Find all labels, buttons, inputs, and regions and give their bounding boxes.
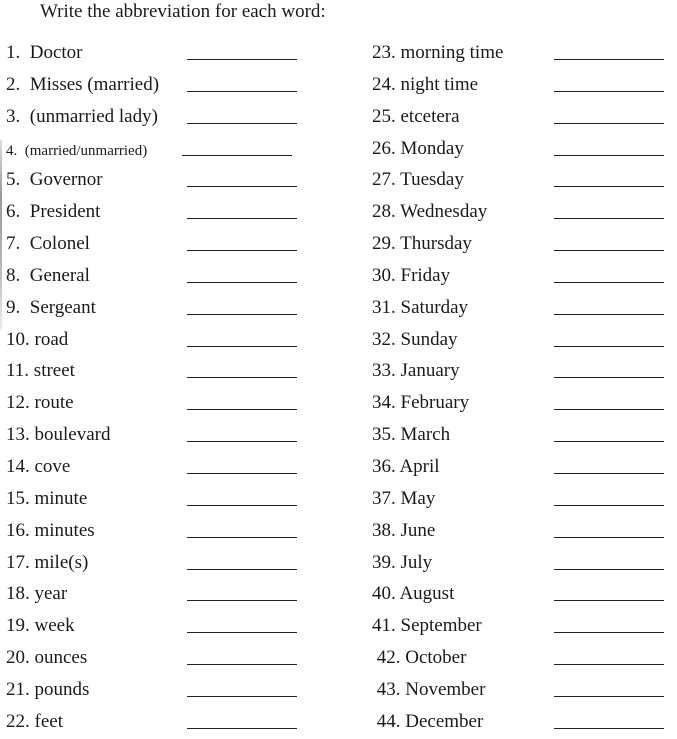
answer-blank-line[interactable] xyxy=(554,441,664,442)
right-item-row xyxy=(372,548,672,580)
item-label: 22. feet xyxy=(6,710,63,732)
right-item-row xyxy=(372,452,672,484)
answer-blank-line[interactable] xyxy=(554,632,664,633)
answer-blank-line[interactable] xyxy=(187,632,297,633)
right-item-row xyxy=(372,356,672,388)
left-item-row xyxy=(6,388,306,420)
item-label: 43. November xyxy=(372,678,486,700)
left-item-row xyxy=(6,325,306,357)
left-item-row xyxy=(6,548,306,580)
answer-blank-line[interactable] xyxy=(187,600,297,601)
left-item-row xyxy=(6,579,306,611)
scan-margin-mark xyxy=(0,140,2,330)
right-item-row xyxy=(372,102,672,134)
answer-blank-line[interactable] xyxy=(554,409,664,410)
right-item-row xyxy=(372,707,672,739)
item-label: 19. week xyxy=(6,615,75,637)
answer-blank-line[interactable] xyxy=(187,314,297,315)
answer-blank-line[interactable] xyxy=(554,537,664,538)
answer-blank-line[interactable] xyxy=(554,346,664,347)
item-label: 5. Governor xyxy=(6,169,103,191)
item-label: 38. June xyxy=(372,519,436,541)
answer-blank-line[interactable] xyxy=(554,377,664,378)
item-label: 14. cove xyxy=(6,455,71,477)
answer-blank-line[interactable] xyxy=(182,155,292,156)
item-label: 37. May xyxy=(372,487,436,509)
right-item-row xyxy=(372,388,672,420)
item-label: 20. ounces xyxy=(6,647,88,669)
left-item-row xyxy=(6,229,306,261)
item-label: 9. Sergeant xyxy=(6,296,96,318)
answer-blank-line[interactable] xyxy=(554,91,664,92)
answer-blank-line[interactable] xyxy=(554,728,664,729)
answer-blank-line[interactable] xyxy=(187,250,297,251)
answer-blank-line[interactable] xyxy=(554,505,664,506)
answer-blank-line[interactable] xyxy=(554,314,664,315)
item-label: 18. year xyxy=(6,583,68,605)
item-label: 1. Doctor xyxy=(6,42,83,63)
answer-blank-line[interactable] xyxy=(187,505,297,506)
left-item-row xyxy=(6,293,306,325)
item-label: 27. Tuesday xyxy=(372,169,464,191)
left-item-row xyxy=(6,102,306,134)
answer-blank-line[interactable] xyxy=(187,282,297,283)
answer-blank-line[interactable] xyxy=(554,282,664,283)
answer-blank-line[interactable] xyxy=(554,696,664,697)
item-label: 11. street xyxy=(6,360,75,382)
item-label: 21. pounds xyxy=(6,678,90,700)
item-label: 44. December xyxy=(372,710,484,732)
left-item-row xyxy=(6,643,306,675)
left-item-row xyxy=(6,134,306,166)
right-item-row xyxy=(372,579,672,611)
right-item-row xyxy=(372,611,672,643)
answer-blank-line[interactable] xyxy=(554,250,664,251)
answer-blank-line[interactable] xyxy=(187,441,297,442)
left-item-row xyxy=(6,165,306,197)
worksheet-title: Write the abbreviation for each word: xyxy=(40,1,326,22)
right-item-row xyxy=(372,261,672,293)
item-label: 3. (unmarried lady) xyxy=(6,105,158,127)
item-label: 30. Friday xyxy=(372,264,451,286)
item-label: 33. January xyxy=(372,360,460,382)
item-label: 36. April xyxy=(372,455,440,477)
item-label: 24. night time xyxy=(372,73,479,95)
item-label: 29. Thursday xyxy=(372,233,472,255)
item-label: 41. September xyxy=(372,615,482,637)
answer-blank-line[interactable] xyxy=(554,600,664,601)
left-item-row xyxy=(6,70,306,102)
answer-blank-line[interactable] xyxy=(187,377,297,378)
item-label: 16. minutes xyxy=(6,519,95,541)
answer-blank-line[interactable] xyxy=(554,473,664,474)
right-item-row xyxy=(372,420,672,452)
answer-blank-line[interactable] xyxy=(187,346,297,347)
left-item-row xyxy=(6,356,306,388)
item-label: 34. February xyxy=(372,392,470,414)
answer-blank-line[interactable] xyxy=(187,91,297,92)
answer-blank-line[interactable] xyxy=(554,218,664,219)
answer-blank-line[interactable] xyxy=(187,728,297,729)
right-item-row xyxy=(372,484,672,516)
right-item-row xyxy=(372,325,672,357)
item-label: 42. October xyxy=(372,647,467,669)
item-label: 10. road xyxy=(6,328,69,350)
right-item-row xyxy=(372,38,672,70)
left-item-row xyxy=(6,611,306,643)
item-label: 35. March xyxy=(372,424,451,446)
right-item-row xyxy=(372,197,672,229)
answer-blank-line[interactable] xyxy=(187,123,297,124)
right-item-row xyxy=(372,293,672,325)
answer-blank-line[interactable] xyxy=(187,59,297,60)
answer-blank-line[interactable] xyxy=(187,696,297,697)
answer-blank-line[interactable] xyxy=(554,186,664,187)
answer-blank-line[interactable] xyxy=(187,218,297,219)
item-label: 32. Sunday xyxy=(372,328,458,350)
item-label: 28. Wednesday xyxy=(372,201,488,223)
answer-blank-line[interactable] xyxy=(187,409,297,410)
left-item-row xyxy=(6,484,306,516)
right-item-row xyxy=(372,675,672,707)
right-column xyxy=(372,38,672,739)
answer-blank-line[interactable] xyxy=(187,569,297,570)
right-item-row xyxy=(372,643,672,675)
item-label: 13. boulevard xyxy=(6,424,111,446)
left-item-row xyxy=(6,516,306,548)
right-item-row xyxy=(372,516,672,548)
right-item-row xyxy=(372,70,672,102)
answer-blank-line[interactable] xyxy=(187,186,297,187)
answer-blank-line[interactable] xyxy=(554,569,664,570)
item-label: 8. General xyxy=(6,264,90,286)
item-label: 6. President xyxy=(6,201,101,223)
item-label: 26. Monday xyxy=(372,137,464,159)
item-label: 12. route xyxy=(6,392,74,414)
left-item-row xyxy=(6,675,306,707)
left-item-row xyxy=(6,420,306,452)
left-item-row xyxy=(6,452,306,484)
answer-blank-line[interactable] xyxy=(554,664,664,665)
right-item-row xyxy=(372,165,672,197)
left-column xyxy=(6,38,306,739)
right-item-row xyxy=(372,229,672,261)
answer-blank-line[interactable] xyxy=(554,123,664,124)
item-label: 23. morning time xyxy=(372,42,504,63)
item-label: 39. July xyxy=(372,551,433,573)
item-label: 25. etcetera xyxy=(372,105,460,127)
item-label: 17. mile(s) xyxy=(6,551,89,573)
left-item-row xyxy=(6,197,306,229)
item-label: 40. August xyxy=(372,583,455,605)
item-label: 15. minute xyxy=(6,487,88,509)
left-item-row xyxy=(6,261,306,293)
right-item-row xyxy=(372,134,672,166)
answer-blank-line[interactable] xyxy=(554,59,664,60)
answer-blank-line[interactable] xyxy=(554,155,664,156)
item-label: 31. Saturday xyxy=(372,296,469,318)
item-label: 7. Colonel xyxy=(6,233,90,255)
item-label: 2. Misses (married) xyxy=(6,73,160,95)
item-label: 4. (married/unmarried) xyxy=(6,142,148,159)
answer-blank-line[interactable] xyxy=(187,664,297,665)
left-item-row xyxy=(6,38,306,70)
answer-blank-line[interactable] xyxy=(187,537,297,538)
answer-blank-line[interactable] xyxy=(187,473,297,474)
left-item-row xyxy=(6,707,306,739)
